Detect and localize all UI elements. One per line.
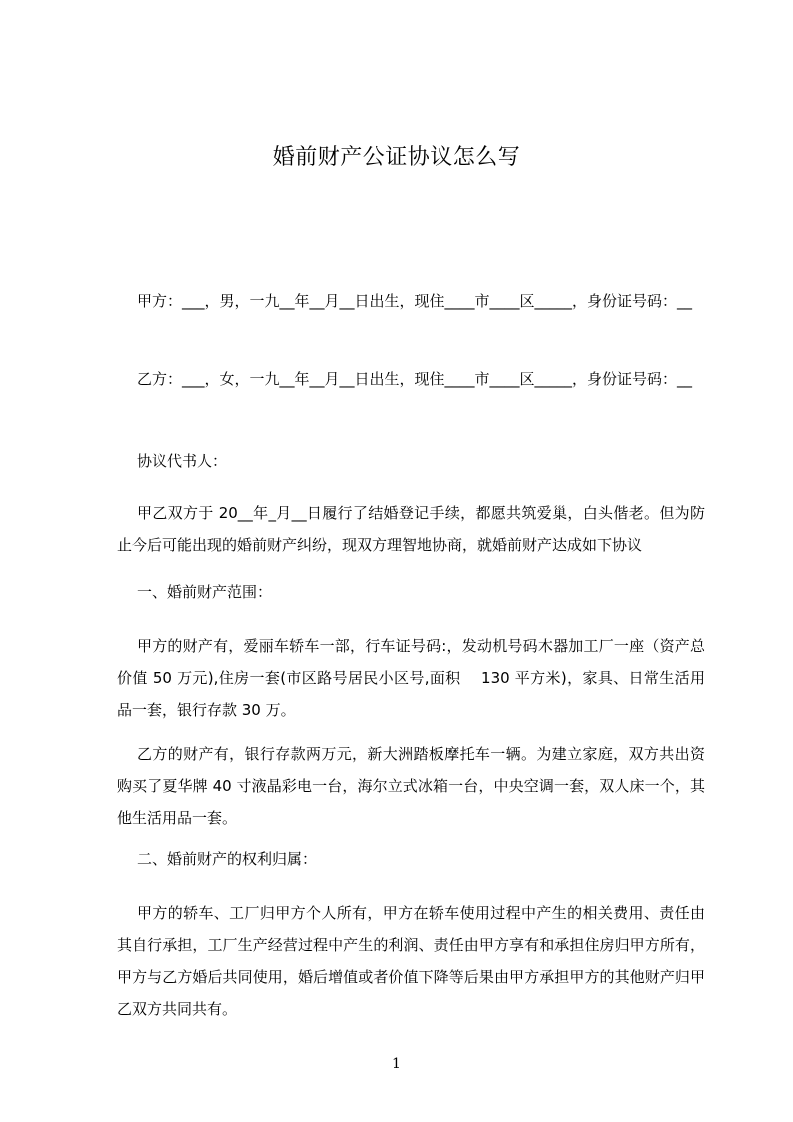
party-b-paragraph: 乙方：___，女，一九__年__月__日出生，现住____市____区_____，身份证号码：__ — [137, 370, 693, 388]
section-1-paragraph-1: 甲方的财产有，爱丽车轿车一部，行车证号码:，发动机号码木器加工厂一座（资产总价值 50 万元),住房一套(市区路号居民小区号,面积 130 平方米)，家具、日常生活用品一套，银行存款 30 万。 — [117, 637, 705, 719]
section-1-paragraph-2: 乙方的财产有，银行存款两万元，新大洲踏板摩托车一辆。为建立家庭，双方共出资购买了夏华牌 40 寸液晶彩电一台，海尔立式冰箱一台，中央空调一套，双人床一个，其他生活用品一套。 — [117, 745, 705, 827]
section-2-heading: 二、婚前财产的权利归属： — [137, 850, 318, 868]
section-1-heading: 一、婚前财产范围： — [137, 583, 273, 601]
intro-paragraph: 甲乙双方于 20__年_月__日履行了结婚登记手续，都愿共筑爱巢，白头偕老。但为防止今后可能出现的婚前财产纠纷，现双方理智地协商，就婚前财产达成如下协议 — [117, 504, 705, 554]
page-number: 1 — [392, 1056, 401, 1072]
document-title: 婚前财产公证协议怎么写 — [272, 145, 521, 170]
party-a-paragraph: 甲方：___，男，一九__年__月__日出生，现住____市____区_____，身份证号码：__ — [137, 292, 693, 310]
section-2-paragraph-1: 甲方的轿车、工厂归甲方个人所有，甲方在轿车使用过程中产生的相关费用、责任由其自行承担，工厂生产经营过程中产生的利润、责任由甲方享有和承担住房归甲方所有，甲方与乙方婚后共同使用，婚后增值或者价值下降等后果由甲方承担甲方的其他财产归甲乙双方共同共有。 — [117, 904, 705, 1018]
agent-line: 协议代书人： — [137, 452, 228, 470]
